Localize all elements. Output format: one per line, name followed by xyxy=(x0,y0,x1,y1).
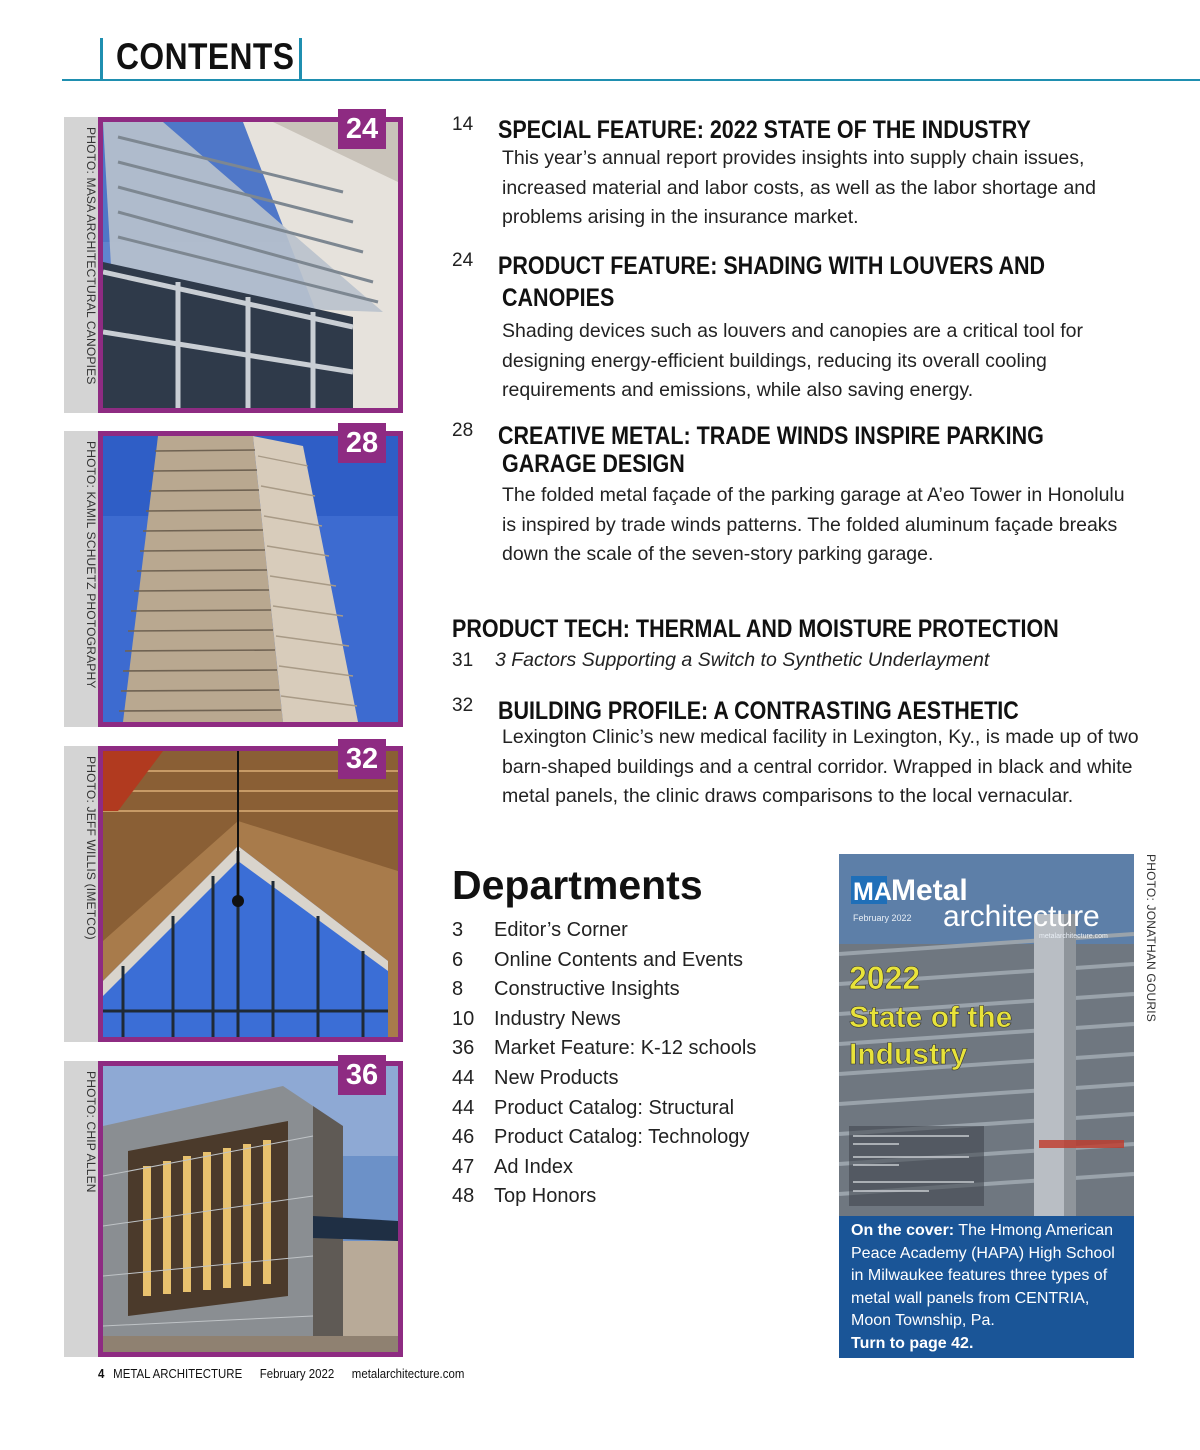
article-page: 24 xyxy=(452,250,474,271)
article-title: BUILDING PROFILE: A CONTRASTING AESTHETIC xyxy=(498,697,1019,725)
department-item[interactable] xyxy=(452,949,832,979)
department-item[interactable] xyxy=(452,1185,832,1215)
cover-headline-line2: State of the xyxy=(849,1001,1013,1034)
article-description: Shading devices such as louvers and canopies are a critical tool for designing energy-efficient buildings, reducing its overall cooling requirements and emissions, while also saving energy. xyxy=(502,320,1083,401)
department-item[interactable] xyxy=(452,1126,832,1156)
article-page: 14 xyxy=(452,114,474,135)
photo-school-facade[interactable] xyxy=(98,1061,403,1357)
department-item[interactable] xyxy=(452,1037,832,1067)
header-rule xyxy=(62,79,1200,81)
product-tech-link[interactable]: 3 Factors Supporting a Switch to Synthetic Underlayment xyxy=(495,649,990,671)
article-description: Lexington Clinic’s new medical facility in Lexington, Ky., is made up of two barn-shaped buildings and a central corridor. Wrapped in black and white metal panels, the clinic draws comparisons to the local vernacular. xyxy=(502,726,1139,807)
header-accent-bar-left xyxy=(100,38,103,80)
page-badge: 36 xyxy=(338,1055,386,1095)
product-tech-title: PRODUCT TECH: THERMAL AND MOISTURE PROTECTION xyxy=(452,615,1059,643)
header-accent-bar-right xyxy=(299,38,302,80)
department-page: 48 xyxy=(452,1185,475,1208)
page-footer xyxy=(98,1366,482,1381)
department-item[interactable] xyxy=(452,978,832,1008)
department-page: 47 xyxy=(452,1155,475,1178)
department-item[interactable] xyxy=(452,1008,832,1038)
department-page: 6 xyxy=(452,948,464,971)
footer-page-number: 4 xyxy=(98,1366,105,1381)
page-badge: 24 xyxy=(338,109,386,149)
department-page: 36 xyxy=(452,1037,475,1060)
department-item[interactable] xyxy=(452,1156,832,1186)
departments-list xyxy=(452,919,832,1215)
page-title: CONTENTS xyxy=(116,36,295,77)
department-label: Online Contents and Events xyxy=(494,948,744,971)
footer-date: February 2022 xyxy=(259,1366,335,1381)
department-label: New Products xyxy=(494,1066,619,1089)
department-label: Editor’s Corner xyxy=(494,919,628,941)
article-description: This year’s annual report provides insights into supply chain issues, increased material and labor costs, as well as the labor shortage and problems arising in the insurance market. xyxy=(502,147,1096,228)
cover-caption xyxy=(839,1216,1134,1358)
department-item[interactable] xyxy=(452,1097,832,1127)
photo-credit: PHOTO: MASA ARCHITECTURAL CANOPIES xyxy=(84,127,98,385)
department-item[interactable] xyxy=(452,919,832,949)
departments-heading: Departments xyxy=(452,862,703,908)
cover-logo-short: MA xyxy=(853,878,892,906)
footer-magazine: METAL ARCHITECTURE xyxy=(113,1366,243,1381)
department-page: 44 xyxy=(452,1066,475,1089)
department-label: Top Honors xyxy=(494,1185,597,1208)
magazine-cover[interactable] xyxy=(839,854,1134,1216)
cover-logo-word1: Metal xyxy=(891,874,968,907)
page-badge: 32 xyxy=(338,739,386,779)
cover-caption-body: The Hmong American Peace Academy (HAPA) High School in Milwaukee features three types of metal wall panels from CENTRIA, Moon Township, Pa. xyxy=(851,1222,1115,1329)
article-page: 28 xyxy=(452,420,474,441)
cover-issue: February 2022 xyxy=(853,913,912,923)
cover-caption-cta[interactable]: Turn to page 42. xyxy=(851,1334,974,1352)
department-label: Market Feature: K-12 schools xyxy=(494,1037,757,1060)
photo-credit: PHOTO: KAMIL SCHUETZ PHOTOGRAPHY xyxy=(84,441,98,689)
department-item[interactable] xyxy=(452,1067,832,1097)
product-tech-page: 31 xyxy=(452,650,474,671)
department-page: 10 xyxy=(452,1007,475,1030)
department-page: 8 xyxy=(452,978,464,1001)
article-page: 32 xyxy=(452,695,474,716)
page-badge: 28 xyxy=(338,423,386,463)
article-description: The folded metal façade of the parking garage at A’eo Tower in Honolulu is inspired by trade winds patterns. The folded aluminum façade breaks down the scale of the seven-story parking garage. xyxy=(502,484,1125,565)
cover-url: metalarchitecture.com xyxy=(1039,933,1108,940)
department-label: Ad Index xyxy=(494,1155,573,1178)
cover-caption-lead: On the cover: xyxy=(851,1222,955,1239)
department-label: Industry News xyxy=(494,1007,621,1030)
photo-tower[interactable] xyxy=(98,431,403,727)
cover-headline-line3: Industry xyxy=(849,1038,968,1071)
article-title-continued: CANOPIES xyxy=(502,284,615,312)
article-title: SPECIAL FEATURE: 2022 STATE OF THE INDUSTRY xyxy=(498,116,1031,144)
cover-logo-word2: architecture xyxy=(943,900,1100,933)
photo-canopy[interactable] xyxy=(98,117,403,413)
department-label: Product Catalog: Technology xyxy=(494,1126,750,1149)
department-page: 46 xyxy=(452,1126,475,1149)
department-page: 44 xyxy=(452,1096,475,1119)
department-page: 3 xyxy=(452,919,464,941)
footer-url[interactable]: metalarchitecture.com xyxy=(351,1366,465,1381)
article-title: CREATIVE METAL: TRADE WINDS INSPIRE PARKING xyxy=(498,422,1044,450)
photo-credit: PHOTO: JEFF WILLIS (IMETCO) xyxy=(84,756,98,940)
article-title: PRODUCT FEATURE: SHADING WITH LOUVERS AND xyxy=(498,252,1046,280)
photo-gable-roof[interactable] xyxy=(98,746,403,1042)
department-label: Product Catalog: Structural xyxy=(494,1096,735,1119)
cover-photo-credit: PHOTO: JONATHAN GOURIS xyxy=(1144,854,1158,1022)
department-label: Constructive Insights xyxy=(494,978,680,1001)
article-title-continued: GARAGE DESIGN xyxy=(502,450,685,478)
photo-credit: PHOTO: CHIP ALLEN xyxy=(84,1071,98,1193)
cover-headline-year: 2022 xyxy=(849,960,921,996)
